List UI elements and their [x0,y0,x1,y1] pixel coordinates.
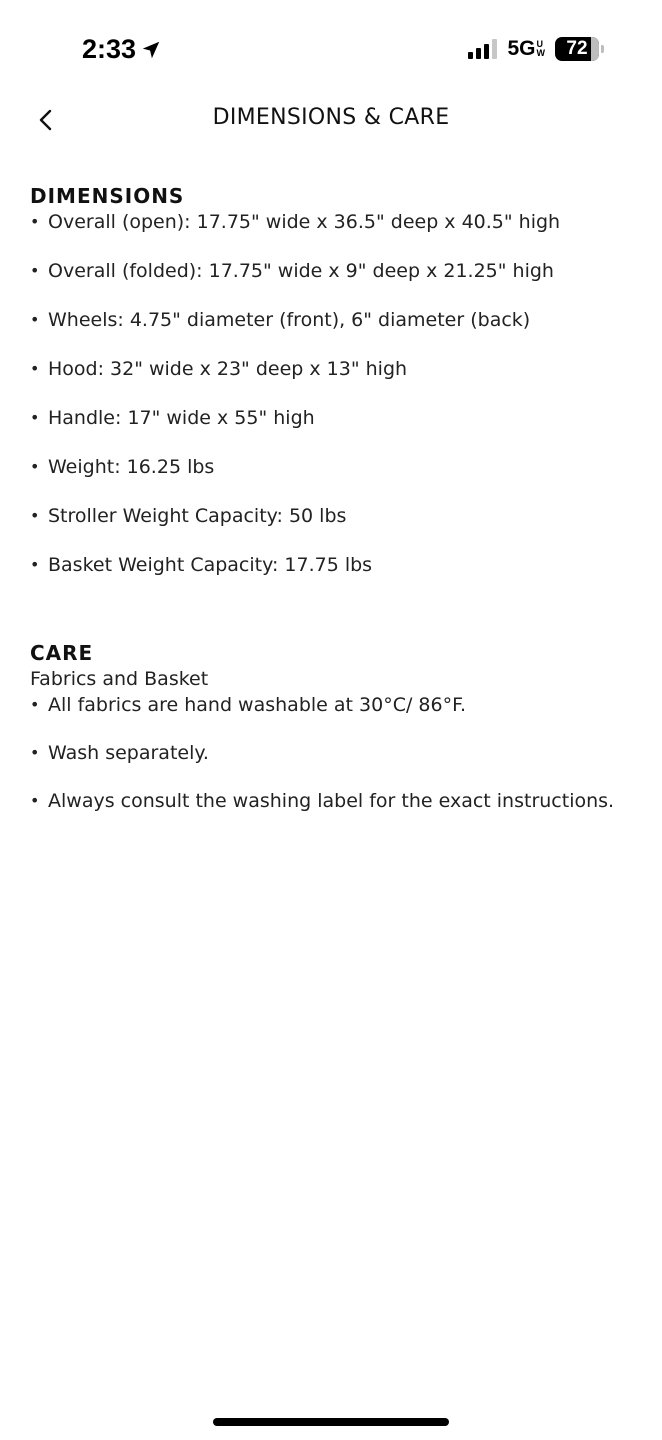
list-item: • Stroller Weight Capacity: 50 lbs [30,503,640,529]
network-type [507,37,545,61]
status-indicators [468,37,604,61]
location-arrow-icon [140,39,162,61]
battery-empty-portion [591,37,599,61]
care-list [30,692,640,814]
content [30,183,640,836]
list-item: • Hood: 32" wide x 23" deep x 13" high [30,356,640,382]
list-item: • Weight: 16.25 lbs [30,454,640,480]
page-title: DIMENSIONS & CARE [212,105,450,130]
clock-time: 2:33 [82,34,137,64]
cellular-signal-icon [468,39,497,59]
dimensions-list [30,209,640,578]
nav-bar [0,96,662,144]
battery-body [555,37,599,61]
status-time [82,34,162,65]
list-item: • Wash separately. [30,740,640,766]
list-item: • Basket Weight Capacity: 17.75 lbs [30,552,640,578]
list-item: • Always consult the washing label for the exact instructions. [30,788,640,814]
battery-level: 72 [566,38,588,59]
network-label-text: 5G [507,37,536,60]
list-item: • Overall (open): 17.75" wide x 36.5" deep x 40.5" high [30,209,640,235]
network-sub-top: U [536,39,543,49]
dimensions-section [30,183,640,578]
network-sub-bottom: W [536,48,545,58]
battery-tip [601,45,604,53]
care-section [30,640,640,814]
list-item: • Wheels: 4.75" diameter (front), 6" diameter (back) [30,307,640,333]
care-subheading: Fabrics and Basket [30,668,209,690]
list-item: • Handle: 17" wide x 55" high [30,405,640,431]
care-heading: CARE [30,641,94,665]
list-item: • Overall (folded): 17.75" wide x 9" deep x 21.25" high [30,258,640,284]
battery-icon [555,37,604,61]
list-item: • All fabrics are hand washable at 30°C/ 86°F. [30,692,640,718]
network-sub-label [537,40,546,58]
status-bar [0,0,662,100]
dimensions-heading: DIMENSIONS [30,184,185,208]
home-indicator[interactable] [213,1418,449,1426]
